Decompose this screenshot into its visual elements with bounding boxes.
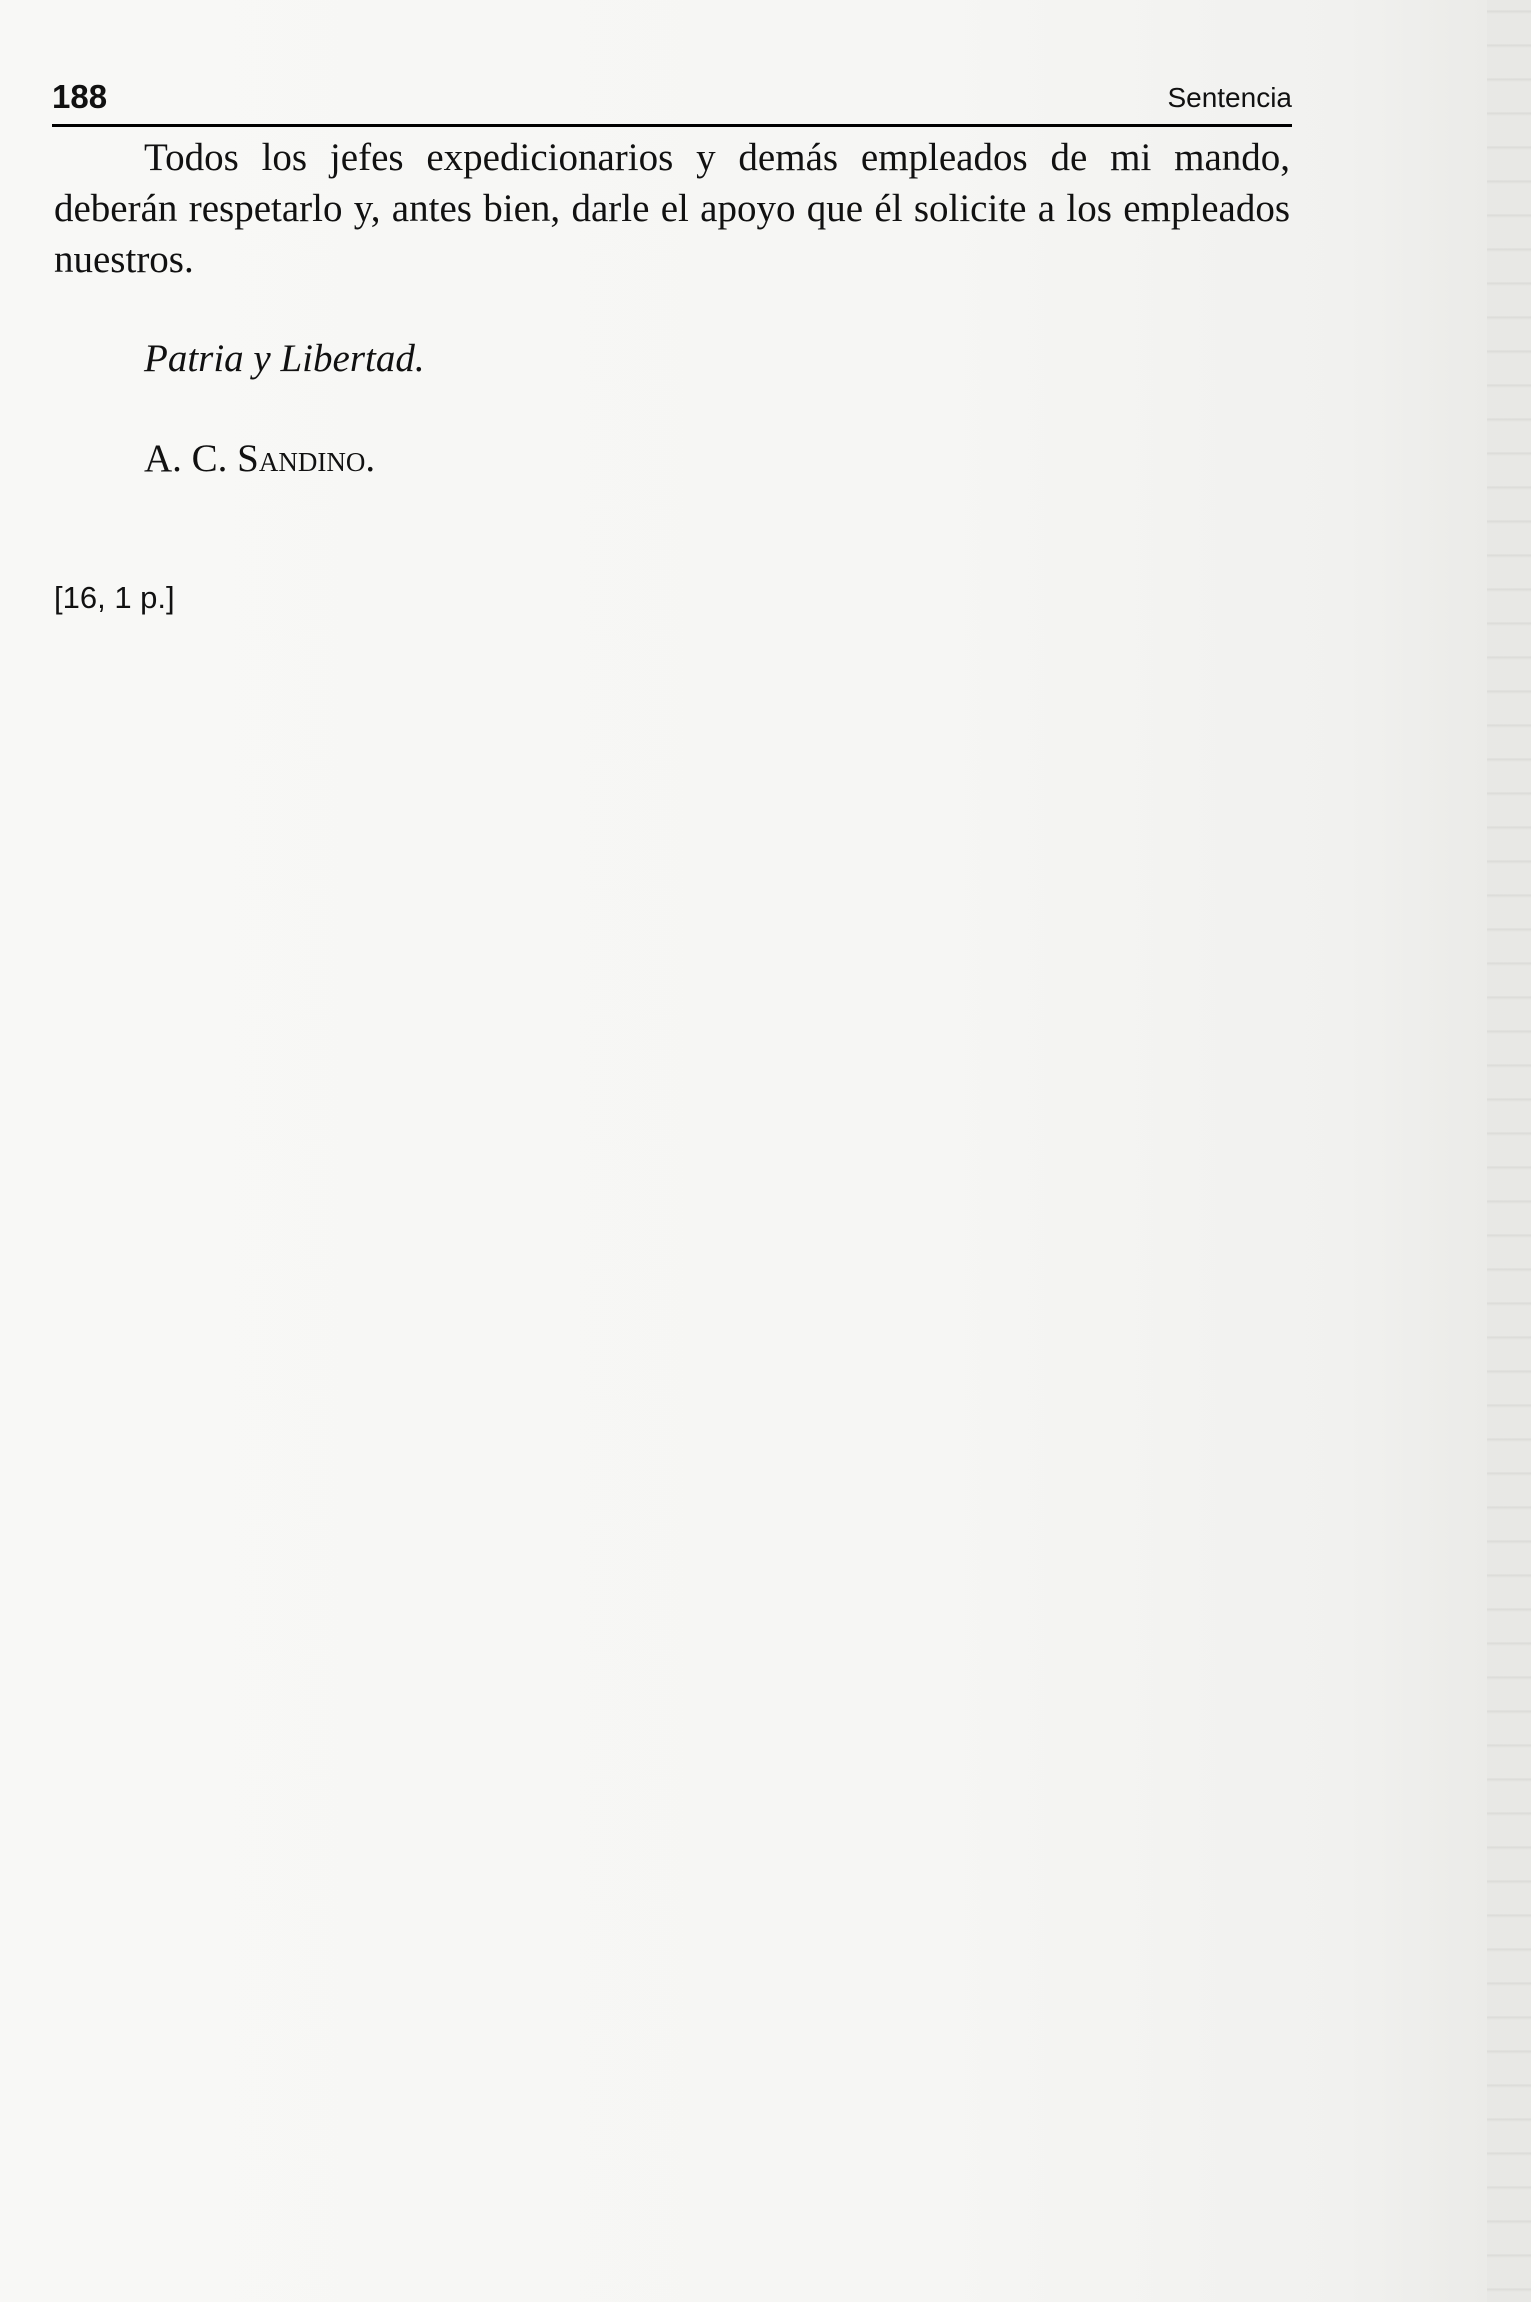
page-edge (1487, 0, 1531, 2302)
body-text (54, 132, 1290, 285)
source-reference: [16, 1 p.] (54, 580, 175, 615)
signature: A. C. Sandino. (144, 437, 376, 480)
body-paragraph: Todos los jefes expedicionarios y demás empleados de mi mando, deberán respetarlo y, antes bien, darle el apoyo que él solicite a los empleados nuestros. (54, 136, 1290, 281)
page-number: 188 (52, 78, 108, 115)
motto: Patria y Libertad. (144, 337, 425, 380)
running-head: Sentencia (1167, 82, 1292, 113)
page-header (52, 72, 1292, 127)
